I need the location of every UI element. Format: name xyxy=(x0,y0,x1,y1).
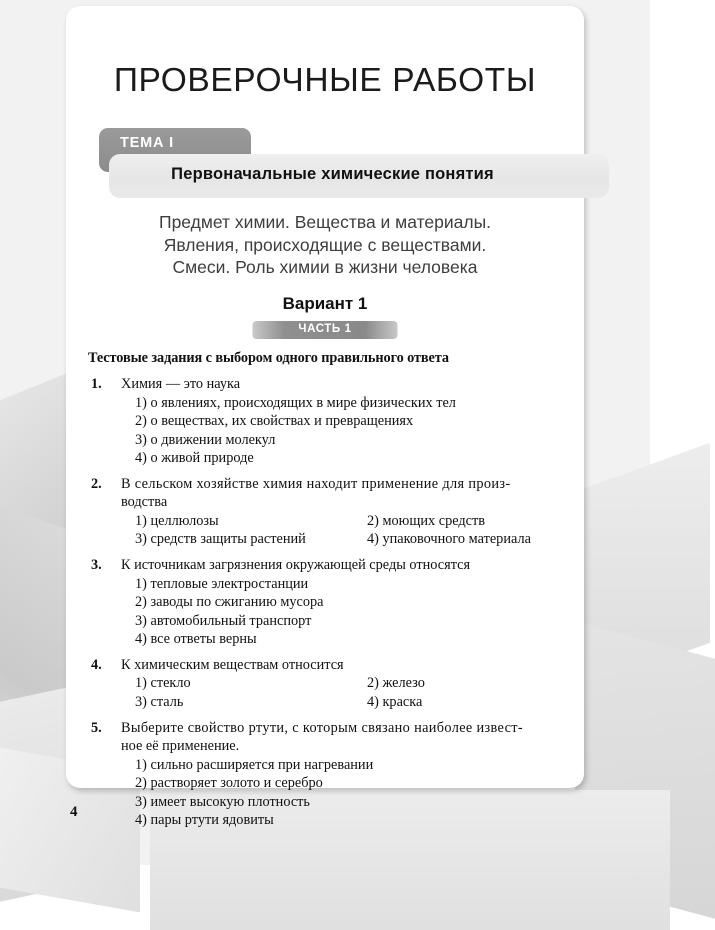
answer-option[interactable]: 2) моющих средств xyxy=(367,512,486,529)
question-stem-line: ное её применение. xyxy=(121,738,240,755)
answer-option[interactable]: 4) все ответы верны xyxy=(135,631,257,648)
instruction-text: Тестовые задания с выбором одного правильного ответа xyxy=(88,350,449,366)
answer-options xyxy=(88,512,568,549)
answer-option[interactable]: 2) растворяет золото и серебро xyxy=(135,775,323,792)
answer-option[interactable]: 3) средств защиты растений xyxy=(135,531,306,548)
questions-list xyxy=(88,375,568,830)
test-content xyxy=(88,350,568,837)
question-number: 5. xyxy=(91,719,102,736)
theme-title-bar xyxy=(109,154,609,198)
answer-option[interactable]: 1) о явлениях, происходящих в мире физических тел xyxy=(135,394,456,411)
answer-options xyxy=(88,674,568,711)
answer-option[interactable]: 2) заводы по сжиганию мусора xyxy=(135,594,324,611)
answer-option[interactable]: 1) стекло xyxy=(135,675,191,692)
page-sheet xyxy=(66,6,584,829)
question-stem-line: Химия — это наука xyxy=(121,376,241,392)
page-title: ПРОВЕРОЧНЫЕ РАБОТЫ xyxy=(113,62,537,99)
answer-option[interactable]: 2) железо xyxy=(367,675,425,692)
answer-option[interactable]: 4) упаковочного материала xyxy=(367,531,531,548)
answer-options xyxy=(88,756,568,830)
subtitle-line-1: Предмет химии. Вещества и материалы. xyxy=(158,212,492,232)
theme-tab-label: ТЕМА I xyxy=(120,135,174,151)
question-number: 4. xyxy=(91,656,102,673)
question-stem-line: водства xyxy=(121,494,168,511)
question-stem-line: К химическим веществам относится xyxy=(121,656,344,673)
question-stem xyxy=(88,719,568,756)
answer-option[interactable]: 4) краска xyxy=(367,694,423,711)
answer-option[interactable]: 1) тепловые электростанции xyxy=(135,575,309,592)
question-stem xyxy=(88,375,568,394)
theme-title: Первоначальные химические понятия xyxy=(171,165,494,183)
answer-option[interactable]: 2) о веществах, их свойствах и превращениях xyxy=(135,413,414,430)
question-number: 2. xyxy=(91,475,102,492)
subtitle-line-3: Смеси. Роль химии в жизни человека xyxy=(172,257,478,277)
question-stem-line: В сельском хозяйстве химия находит применение для произ- xyxy=(121,475,511,492)
answer-option[interactable]: 3) имеет высокую плотность xyxy=(135,793,310,810)
question-stem xyxy=(88,475,568,512)
question-stem xyxy=(88,656,568,675)
question-stem-line: К источникам загрязнения окружающей среды относятся xyxy=(121,557,471,574)
answer-option[interactable]: 3) сталь xyxy=(135,694,184,711)
question-number: 1. xyxy=(91,376,102,392)
question-item xyxy=(88,375,568,468)
answer-options xyxy=(88,394,568,468)
page-number: 4 xyxy=(70,804,78,820)
question-item xyxy=(88,556,568,649)
variant-label: Вариант 1 xyxy=(282,294,368,313)
subtitle-line-2: Явления, происходящие с веществами. xyxy=(163,234,487,255)
answer-option[interactable]: 3) о движении молекул xyxy=(135,431,276,448)
question-number: 3. xyxy=(91,557,102,574)
theme-subtitle xyxy=(66,211,584,279)
question-stem xyxy=(88,556,568,575)
part-badge-label: ЧАСТЬ 1 xyxy=(298,323,352,335)
question-item xyxy=(88,719,568,830)
part-badge xyxy=(253,321,398,339)
answer-option[interactable]: 4) пары ртути ядовиты xyxy=(135,812,274,829)
theme-header xyxy=(66,128,584,200)
answer-option[interactable]: 4) о живой природе xyxy=(135,450,254,467)
answer-option[interactable]: 1) сильно расширяется при нагревании xyxy=(135,756,374,773)
question-item xyxy=(88,656,568,712)
question-stem-line: Выберите свойство ртути, с которым связано наиболее извест- xyxy=(121,719,524,736)
answer-options xyxy=(88,575,568,649)
answer-option[interactable]: 1) целлюлозы xyxy=(135,512,219,529)
question-item xyxy=(88,475,568,549)
answer-option[interactable]: 3) автомобильный транспорт xyxy=(135,612,312,629)
